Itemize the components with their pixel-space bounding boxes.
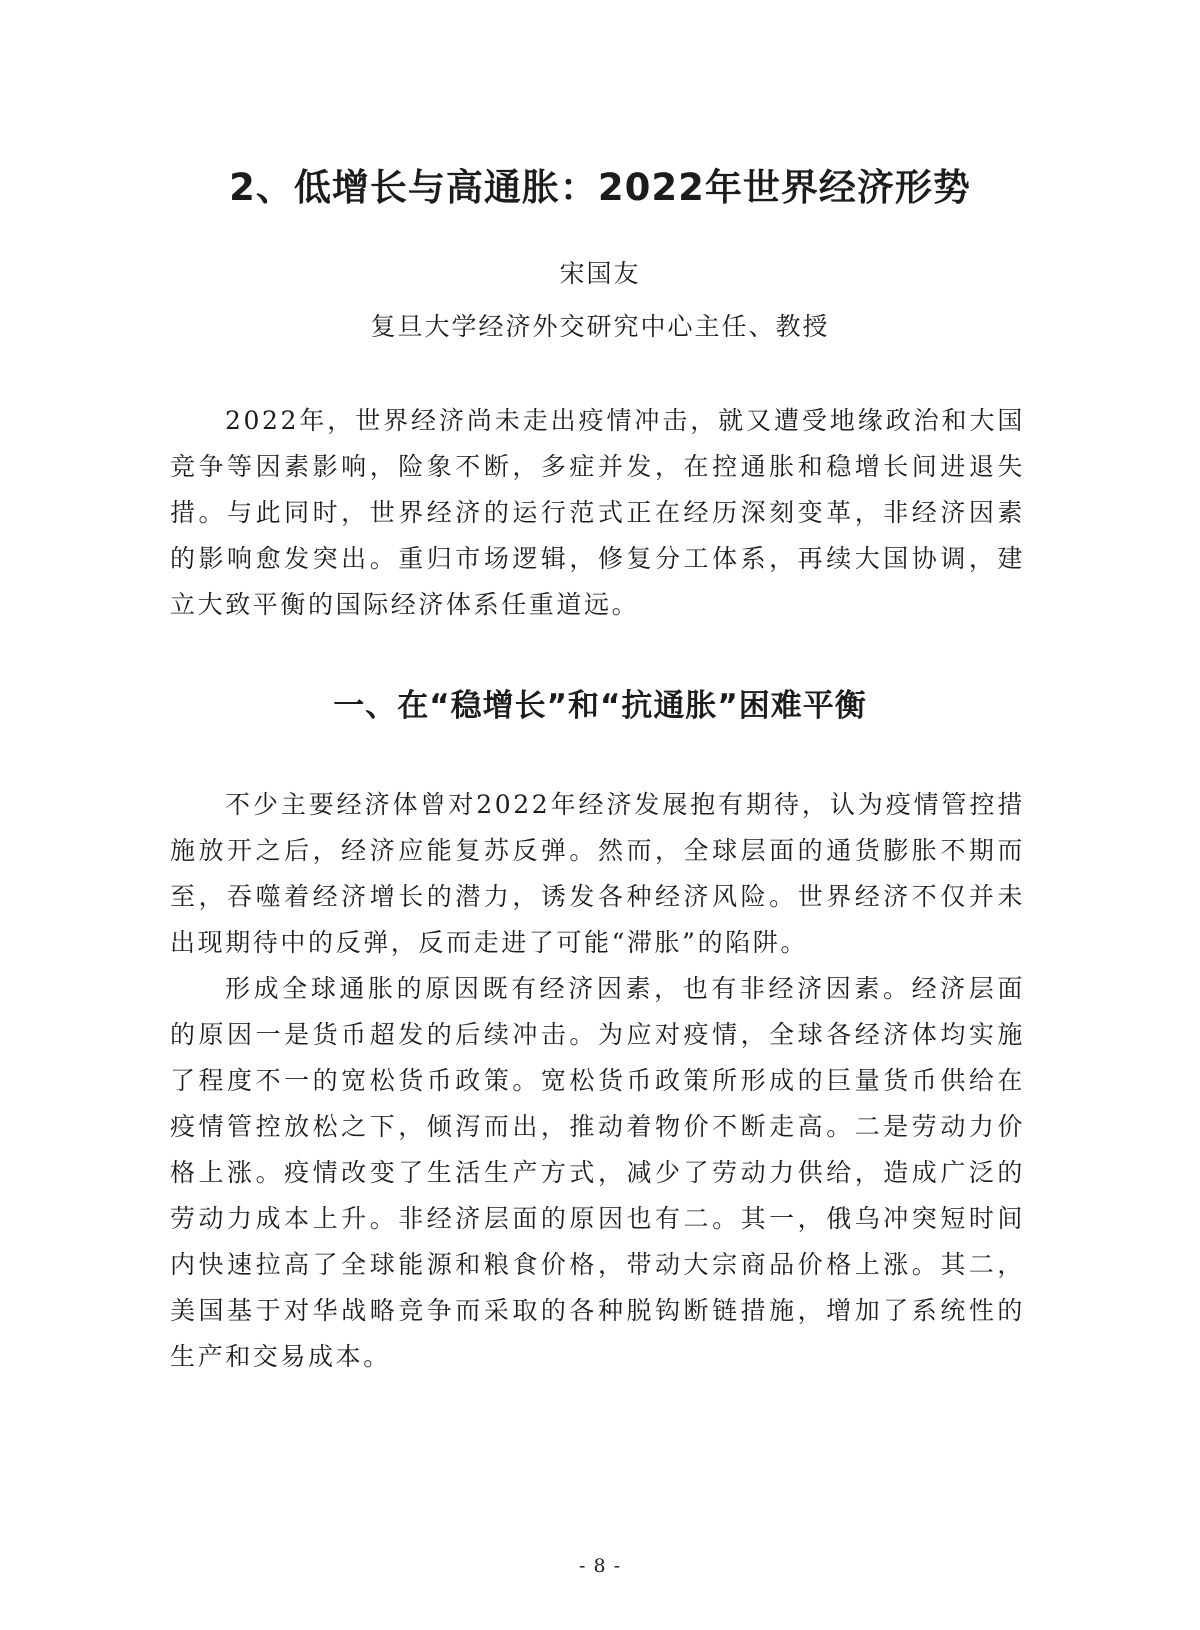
author-affiliation: 复旦大学经济外交研究中心主任、教授 [370,312,830,341]
body-paragraph: 形成全球通胀的原因既有经济因素，也有非经济因素。经济层面的原因一是货币超发的后续冲击。为应对疫情，全球各经济体均实施了程度不一的宽松货币政策。宽松货币政策所形成的巨量货币供给在疫情管控放松之下，倾泻而出，推动着物价不断走高。二是劳动力价格上涨。疫情改变了生活生产方式，减少了劳动力供给，造成广泛的劳动力成本上升。非经济层面的原因也有二。其一，俄乌冲突短时间内快速拉高了全球能源和粮食价格，带动大宗商品价格上涨。其二，美国基于对华战略竞争而采取的各种脱钩断链措施，增加了系统性的生产和交易成本。 [170,974,1025,1371]
abstract-block [170,398,1025,628]
abstract-paragraph: 2022年，世界经济尚未走出疫情冲击，就又遭受地缘政治和大国竞争等因素影响，险象不断，多症并发，在控通胀和稳增长间进退失措。与此同时，世界经济的运行范式正在经历深刻变革，非经济因素的影响愈发突出。重归市场逻辑，修复分工体系，再续大国协调，建立大致平衡的国际经济体系任重道远。 [170,406,1025,619]
body-paragraph: 不少主要经济体曾对2022年经济发展抱有期待，认为疫情管控措施放开之后，经济应能复苏反弹。然而，全球层面的通货膨胀不期而至，吞噬着经济增长的潜力，诱发各种经济风险。世界经济不仅并未出现期待中的反弹，反而走进了可能“滞胀”的陷阱。 [170,790,1025,957]
page-number: - 8 - [578,1555,621,1577]
section-heading: 一、在“稳增长”和“抗通胀”困难平衡 [333,688,867,724]
author-name: 宋国友 [559,259,641,288]
article-title: 2、低增长与高通胀：2022年世界经济形势 [229,166,971,209]
section-body [170,782,1025,1380]
